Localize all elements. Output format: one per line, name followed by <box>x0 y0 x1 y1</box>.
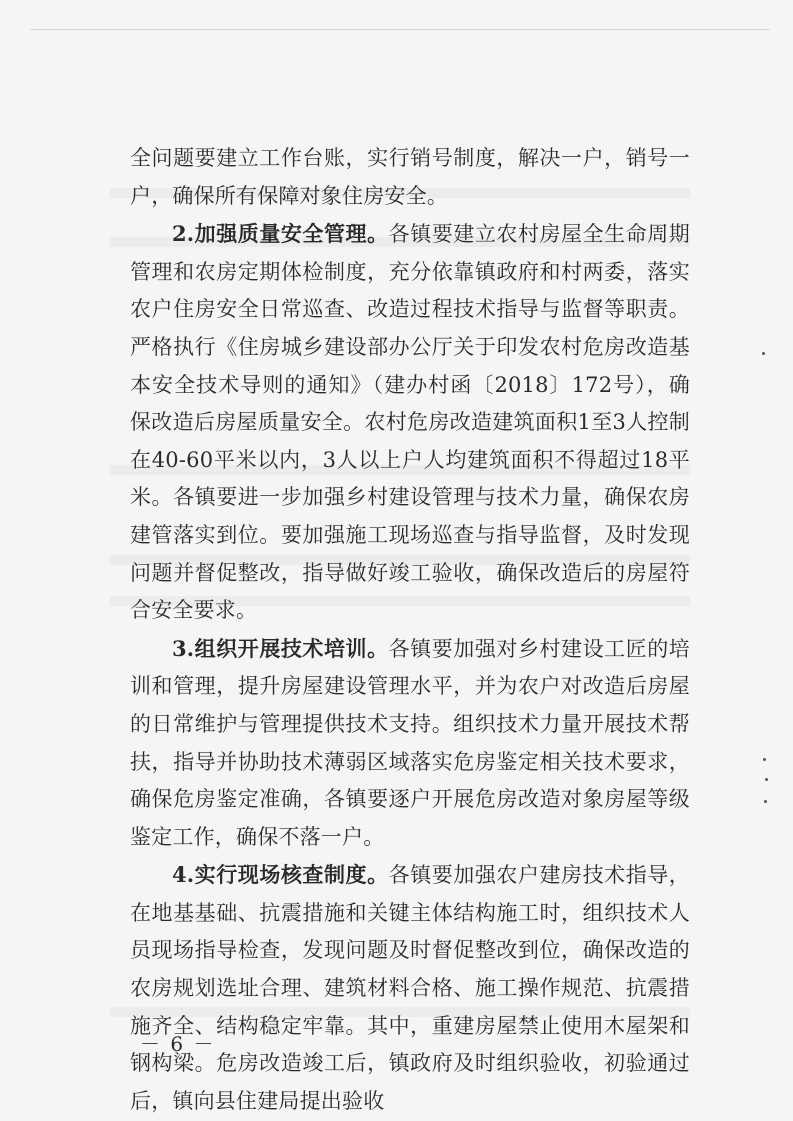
section-heading: 3.组织开展技术培训。 <box>172 635 389 661</box>
section-paragraph <box>130 630 690 857</box>
continuation-paragraph: 全问题要建立工作台账，实行销号制度，解决一户，销号一户，确保所有保障对象住房安全。 <box>130 146 690 208</box>
section-body: 各镇要加强农户建房技术指导，在地基基础、抗震措施和关键主体结构施工时，组织技术人员现场指导检查，发现问题及时督促整改到位，确保改造的农房规划选址合理、建筑材料合格、施工操作规范、抗震措施齐全、结构稳定牢靠。其中，重建房屋禁止使用木屋架和钢构梁。危房改造竣工后，镇政府及时组织验收，初验通过后，镇向县住建局提出验收 <box>130 863 690 1113</box>
scan-top-edge <box>30 29 770 30</box>
section-paragraph <box>130 856 690 1120</box>
section-body: 各镇要建立农村房屋全生命周期管理和农房定期体检制度，充分依靠镇政府和村两委，落实农户住房安全日常巡查、改造过程技术指导与监督等职责。严格执行《住房城乡建设部办公厅关于印发农村危房改造基本安全技术导则的通知》（建办村函〔2018〕172号），确保改造后房屋质量安全。农村危房改造建筑面积1至3人控制在40-60平米以内，3人以上户人均建筑面积不得超过18平米。各镇要进一步加强乡村建设管理与技术力量，确保农房建管落实到位。要加强施工现场巡查与指导监督，及时发现问题并督促整改，指导做好竣工验收，确保改造后的房屋符合安全要求。 <box>130 222 690 623</box>
scan-speck <box>765 778 768 781</box>
page-number: － 6 － <box>140 1032 216 1056</box>
section-paragraph <box>130 215 690 630</box>
scan-speck <box>764 800 767 803</box>
section-heading: 2.加强质量安全管理。 <box>172 221 389 247</box>
scan-speck <box>763 758 766 761</box>
scan-speck <box>762 352 765 355</box>
document-body <box>130 140 690 1120</box>
section-heading: 4.实行现场核查制度。 <box>172 862 389 888</box>
section-body: 各镇要加强对乡村建设工匠的培训和管理，提升房屋建设管理水平，并为农户对改造后房屋的日常维护与管理提供技术支持。组织技术力量开展技术帮扶，指导并协助技术薄弱区域落实危房鉴定相关技术要求，确保危房鉴定准确，各镇要逐户开展危房改造对象房屋等级鉴定工作，确保不落一户。 <box>130 636 690 849</box>
